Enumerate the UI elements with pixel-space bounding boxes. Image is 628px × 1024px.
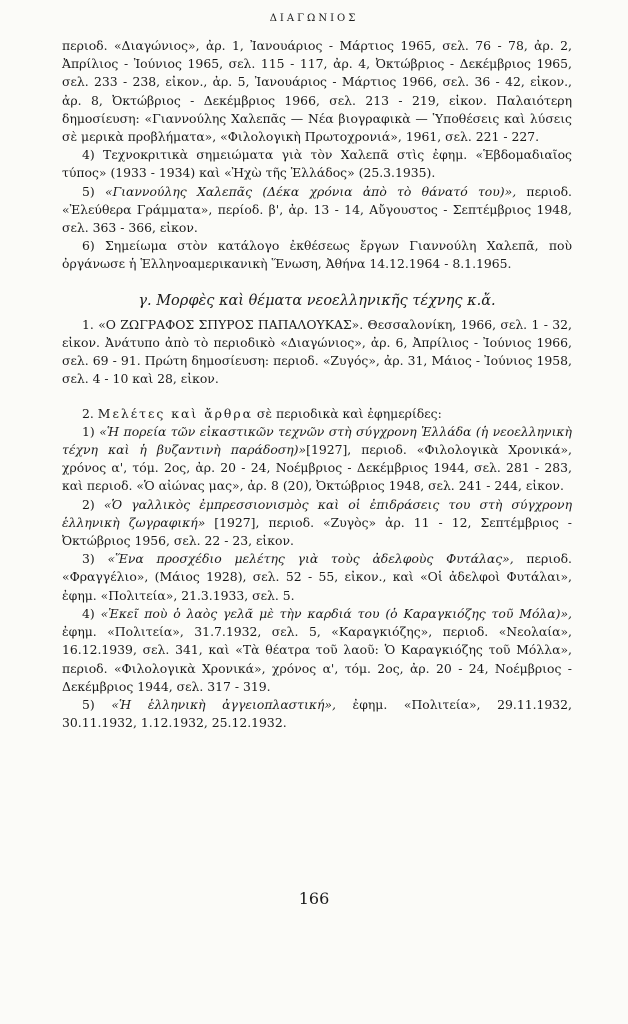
subsection-2-number: 2. [82,405,94,421]
spacer [62,389,572,405]
article-entry [62,423,572,496]
article-number: 2) [82,496,95,512]
entry-6: 6) Σημείωμα στὸν κατάλογο ἐκθέσεως ἔργων Γιαννούλη Χαλεπᾶ, ποὺ ὀργάνωσε ἡ Ἑλληνοαμερικανικὴ Ἕνωση, Ἀθήνα 14.12.1964 - 8.1.1965. [62,238,572,272]
section-heading: γ. Μορφὲς καὶ θέματα νεοελληνικῆς τέχνης κ.ἄ. [138,292,496,309]
article-number: 1) [82,423,95,439]
entry-5-number: 5) [82,183,95,199]
subsection-2-title-rest: σὲ περιοδικὰ καὶ ἐφημερίδες: [252,405,442,421]
article-entry [62,696,572,732]
continued-entry: περιοδ. «Διαγώνιος», ἀρ. 1, Ἰανουάριος - Μάρτιος 1965, σελ. 76 - 78, ἀρ. 2, Ἀπρίλιος - Ἰούνιος 1965, σελ. 115 - 117, ἀρ. 4, Ὀκτώβριος - Δεκέμβριος 1965, σελ. 233 - 238, εἰκον., ἀρ. 5, Ἰανουάριος - Μάρτιος 1966, σελ. 36 - 42, εἰκον., ἀρ. 8, Ὀκτώβριος - Δεκέμβριος 1966, σελ. 213 - 219, εἰκον. Παλαιότερη δημοσίευση: «Γιαννούλης Χαλεπᾶς — Νέα βιογραφικὰ — Ὑποθέσεις καὶ λύσεις σὲ μερικὰ προβλήματα», «Φιλολογικὴ Πρωτοχρονιά», 1961, σελ. 221 - 227. [62,38,572,145]
page-body [62,37,572,732]
article-details: ἐφημ. «Πολιτεία», 31.7.1932, σελ. 5, «Καραγκιόζης», περιοδ. «Νεολαία», 16.12.1939, σελ. 341, καὶ «Τὰ θέατρα τοῦ λαοῦ: Ὁ Καραγκιόζης τοῦ Μόλλα», περιοδ. «Φιλολογικὰ Χρονικά», χρόνος α', τόμ. 2ος, ἀρ. 20 - 24, Νοέμβριος - Δεκέμβριος 1944, σελ. 317 - 319. [62,624,572,694]
article-details: ἐφημ. «Πολιτεία», 29.11.1932, 30.11.1932, 1.12.1932, 25.12.1932. [62,696,572,731]
article-title: «Ἕνα προσχέδιο μελέτης γιὰ τοὺς ἀδελφοὺς Φυτάλας», [107,551,514,567]
article-details: [1927], περιοδ. «Ζυγὸς» ἀρ. 11 - 12, Σεπτέμβριος - Ὀκτώβριος 1956, σελ. 22 - 23, εἰκον. [62,514,572,549]
article-title: «Ἐκεῖ ποὺ ὁ λαὸς γελᾶ μὲ τὴν καρδιά του (ὁ Καραγκιόζης τοῦ Μόλα)», [100,605,572,621]
article-entry [62,496,572,551]
article-details: [1927], περιοδ. «Φιλολογικὰ Χρονικά», χρόνος α', τόμ. 2ος, ἀρ. 20 - 24, Νοέμβριος - Δεκέμβριος 1944, σελ. 281 - 283, καὶ περιοδ. «Ὁ αἰώνας μας», ἀρ. 8 (20), Ὀκτώβριος 1948, σελ. 241 - 244, εἰκον. [62,442,572,494]
article-title: «Ἡ πορεία τῶν εἰκαστικῶν τεχνῶν στὴ σύγχρονη Ἑλλάδα (ἡ νεοελληνικὴ τέχνη καὶ ἡ βυζαντινὴ παράδοση)» [62,423,572,458]
subsection-1: 1. «Ο ΖΩΓΡΑΦΟΣ ΣΠΥΡΟΣ ΠΑΠΑΛΟΥΚΑΣ». Θεσσαλονίκη, 1966, σελ. 1 - 32, εἰκον. Ἀνάτυπο ἀπὸ τὸ περιοδικὸ «Διαγώνιος», ἀρ. 6, Ἀπρίλιος - Ἰούνιος 1966, σελ. 69 - 91. Πρώτη δημοσίευση: περιοδ. «Ζυγός», ἀρ. 31, Μάιος - Ἰούνιος 1958, σελ. 4 - 10 καὶ 28, εἰκον. [62,316,572,387]
entry-5 [62,183,572,238]
subsection-2-spaced-title: Μελέτες καὶ ἄρθρα [97,405,253,421]
article-number: 3) [82,551,95,567]
article-entry [62,605,572,696]
subsection-2-heading [62,405,572,423]
running-head: ΔΙΑΓΩΝΙΟΣ [269,13,359,24]
article-title: «Ὁ γαλλικὸς ἐμπρεσσιονισμὸς καὶ οἱ ἐπιδράσεις του στὴ σύγχρονη ἑλληνικὴ ζωγραφική» [62,496,572,530]
article-details: περιοδ. «Φραγγέλιο», (Μάιος 1928), σελ. 52 - 55, εἰκον., καὶ «Οἱ ἀδελφοὶ Φυτάλαι», ἐφημ. «Πολιτεία», 21.3.1933, σελ. 5. [62,551,572,603]
article-title: «Ἡ ἑλληνικὴ ἀγγειοπλαστική», [111,696,336,712]
article-number: 5) [82,696,95,712]
article-entry [62,550,572,605]
entry-4: 4) Τεχνοκριτικὰ σημειώματα γιὰ τὸν Χαλεπᾶ στὶς ἐφημ. «Ἑβδομαδιαῖος τύπος» (1933 - 1934) καὶ «Ἠχὼ τῆς Ἑλλάδος» (25.3.1935). [62,147,572,181]
entry-5-details: περιοδ. «Ἐλεύθερα Γράμματα», περίοδ. β', ἀρ. 13 - 14, Αὔγουστος - Σεπτέμβριος 1948, σελ. 363 - 366, εἰκον. [62,183,572,236]
entry-5-title: «Γιαννούλης Χαλεπᾶς (Δέκα χρόνια ἀπὸ τὸ θάνατό του)», [105,183,517,199]
article-number: 4) [82,605,95,621]
page-number: 166 [298,889,330,908]
